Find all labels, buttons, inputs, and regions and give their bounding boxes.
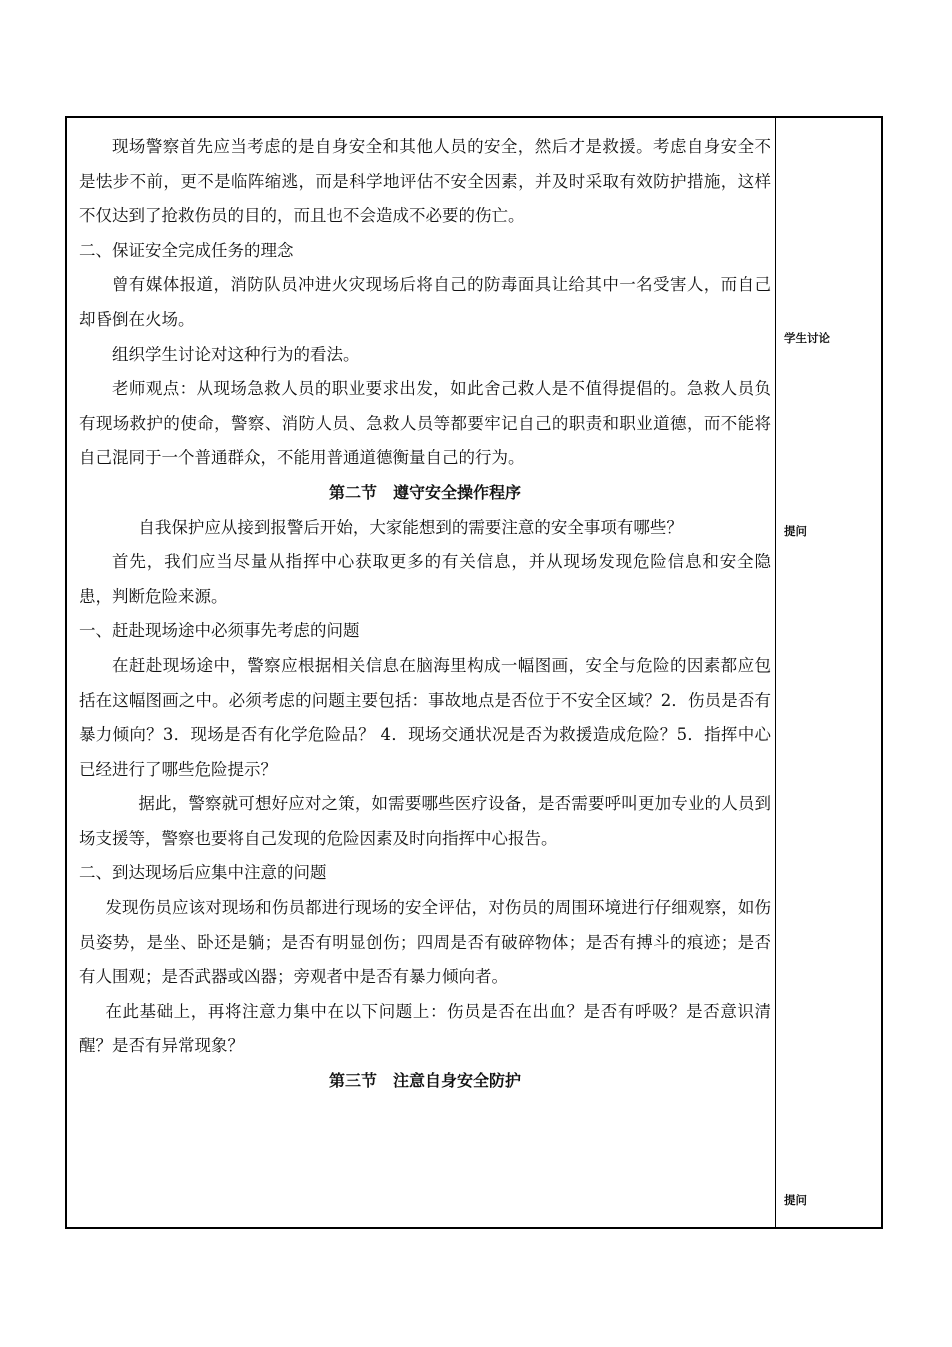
side-note: 提问 <box>784 1193 807 1207</box>
section-heading: 二、到达现场后应集中注意的问题 <box>79 863 327 883</box>
paragraph: 现场警察首先应当考虑的是自身安全和其他人员的安全，然后才是救援。考虑自身安全不是怯步不前，更不是临阵缩逃，而是科学地评估不安全因素，并及时采取有效防护措施，这样不仅达到了抢救伤员的目的，而且也不会造成不必要的伤亡。 <box>79 137 771 226</box>
paragraph: 自我保护应从接到报警后开始，大家能想到的需要注意的安全事项有哪些？ <box>138 517 683 537</box>
paragraph: 老师观点：从现场急救人员的职业要求出发，如此舍己救人是不值得提倡的。急救人员负有现场救护的使命，警察、消防人员、急救人员等都要牢记自己的职责和职业道德，而不能将自己混同于一个普通群众，不能用普通道德衡量自己的行为。 <box>79 379 771 468</box>
paragraph: 据此，警察就可想好应对之策，如需要哪些医疗设备，是否需要呼叫更加专业的人员到场支援等，警察也要将自己发现的危险因素及时向指挥中心报告。 <box>79 794 771 848</box>
content-column <box>67 118 776 1227</box>
chapter-heading: 第二节 遵守安全操作程序 <box>328 482 521 502</box>
paragraph: 组织学生讨论对这种行为的看法。 <box>112 344 360 364</box>
notes-column <box>776 118 881 1227</box>
section-heading: 二、保证安全完成任务的理念 <box>79 240 294 260</box>
section-heading: 一、赶赴现场途中必须事先考虑的问题 <box>79 621 360 641</box>
paragraph: 曾有媒体报道，消防队员冲进火灾现场后将自己的防毒面具让给其中一名受害人，而自己却昏倒在火场。 <box>79 275 771 329</box>
chapter-heading: 第三节 注意自身安全防护 <box>328 1071 521 1091</box>
paragraph: 发现伤员应该对现场和伤员都进行现场的安全评估，对伤员的周围环境进行仔细观察，如伤员姿势，是坐、卧还是躺；是否有明显创伤；四周是否有破碎物体；是否有搏斗的痕迹；是否有人围观；是否武器或凶器；旁观者中是否有暴力倾向者。 <box>79 898 771 987</box>
paragraph: 首先，我们应当尽量从指挥中心获取更多的有关信息，并从现场发现危险信息和安全隐患，判断危险来源。 <box>79 552 771 606</box>
side-note: 学生讨论 <box>784 331 830 345</box>
paragraph: 在赶赴现场途中，警察应根据相关信息在脑海里构成一幅图画，安全与危险的因素都应包括在这幅图画之中。必须考虑的问题主要包括：事故地点是否位于不安全区域？2．伤员是否有暴力倾向？3．现场是否有化学危险品？ 4．现场交通状况是否为救援造成危险？5．指挥中心已经进行了哪些危险提示？ <box>79 655 771 779</box>
lesson-table <box>65 116 883 1229</box>
paragraph: 在此基础上，再将注意力集中在以下问题上：伤员是否在出血？是否有呼吸？是否意识清醒？是否有异常现象？ <box>79 1001 771 1056</box>
side-note: 提问 <box>784 524 807 538</box>
